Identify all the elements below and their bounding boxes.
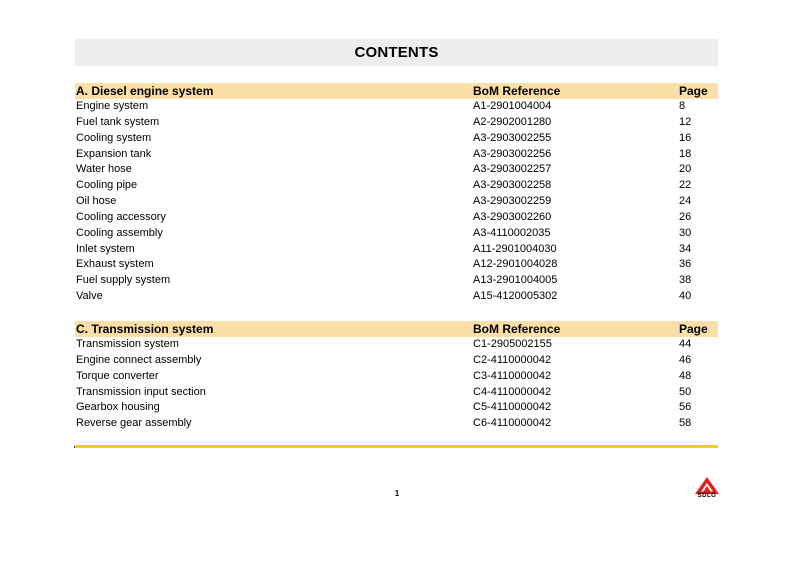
bom-reference: A3-2903002257 — [473, 163, 552, 176]
section-header — [75, 321, 718, 337]
bom-reference: C3-4110000042 — [473, 369, 552, 382]
contents-title-bar — [75, 39, 718, 66]
contents-row — [75, 289, 718, 305]
section-transmission — [75, 321, 718, 432]
footer-rule — [75, 445, 718, 448]
entry-name: Fuel tank system — [76, 115, 160, 128]
contents-row — [75, 210, 718, 226]
contents-row — [75, 147, 718, 163]
page-title: CONTENTS — [354, 44, 439, 61]
bom-reference-header: BoM Reference — [473, 322, 561, 336]
page-ref: 8 — [679, 100, 686, 112]
entry-name: Exhaust system — [76, 258, 154, 271]
contents-row — [75, 131, 718, 147]
bom-reference: A13-2901004005 — [473, 274, 558, 287]
contents-row — [75, 162, 718, 178]
bom-reference: A12-2901004028 — [473, 258, 558, 271]
page-header: Page — [679, 84, 708, 98]
contents-row — [75, 242, 718, 258]
entry-name: Engine connect assembly — [76, 353, 202, 366]
section-diesel-engine — [75, 83, 718, 305]
page-ref: 24 — [679, 195, 692, 208]
entry-name: Valve — [76, 290, 103, 303]
bom-reference: A3-4110002035 — [473, 226, 551, 239]
contents-row — [75, 337, 718, 353]
bom-reference: A3-2903002260 — [473, 210, 552, 223]
entry-name: Engine system — [76, 100, 149, 112]
section-heading: A. Diesel engine system — [76, 84, 214, 98]
entry-name: Cooling pipe — [76, 179, 138, 192]
logo-text: SDLG — [697, 493, 717, 499]
entry-name: Cooling system — [76, 131, 152, 144]
bom-reference: A11-2901004030 — [473, 242, 557, 255]
bom-reference: A3-2903002255 — [473, 131, 552, 144]
page-ref: 50 — [679, 385, 692, 398]
page-ref: 40 — [679, 290, 692, 303]
bom-reference-header: BoM Reference — [473, 84, 561, 98]
bom-reference: A3-2903002259 — [473, 195, 552, 208]
page-ref: 46 — [679, 353, 692, 366]
contents-row — [75, 353, 718, 369]
bom-reference: A15-4120005302 — [473, 290, 558, 303]
bom-reference: C4-4110000042 — [473, 385, 552, 398]
page-ref: 12 — [679, 115, 692, 128]
page-ref: 36 — [679, 258, 692, 271]
entry-name: Transmission system — [76, 338, 179, 350]
page-ref: 20 — [679, 163, 692, 176]
contents-row — [75, 178, 718, 194]
section-header — [75, 83, 718, 99]
contents-row — [75, 385, 718, 401]
entry-name: Oil hose — [76, 195, 117, 208]
bom-reference: A2-2902001280 — [473, 115, 552, 128]
entry-name: Expansion tank — [76, 147, 152, 160]
page-ref: 22 — [679, 179, 692, 192]
bom-reference: C6-4110000042 — [473, 417, 552, 430]
page-ref: 38 — [679, 274, 692, 287]
contents-row — [75, 273, 718, 289]
bom-reference: A1-2901004004 — [473, 100, 552, 112]
entry-name: Fuel supply system — [76, 274, 171, 287]
bom-reference: C2-4110000042 — [473, 353, 552, 366]
page-ref: 48 — [679, 369, 692, 382]
entry-name: Water hose — [76, 163, 132, 176]
entry-name: Inlet system — [76, 242, 135, 255]
page-ref: 58 — [679, 417, 692, 430]
bom-reference: C1-2905002155 — [473, 338, 552, 350]
entry-name: Cooling assembly — [76, 226, 163, 239]
page-ref: 34 — [679, 242, 692, 255]
page-number: 1 — [394, 489, 400, 498]
page-ref: 26 — [679, 210, 692, 223]
page-header: Page — [679, 322, 708, 336]
page-ref: 16 — [679, 131, 692, 144]
contents-row — [75, 400, 718, 416]
bom-reference: A3-2903002258 — [473, 179, 552, 192]
contents-row — [75, 226, 718, 242]
page-ref: 56 — [679, 401, 692, 414]
page-ref: 30 — [679, 226, 692, 239]
contents-row — [75, 115, 718, 131]
entry-name: Torque converter — [76, 369, 159, 382]
page-ref: 18 — [679, 147, 692, 160]
contents-row — [75, 194, 718, 210]
entry-name: Cooling accessory — [76, 210, 166, 223]
bom-reference: C5-4110000042 — [473, 401, 552, 414]
section-heading: C. Transmission system — [76, 322, 214, 336]
entry-name: Gearbox housing — [76, 401, 160, 414]
contents-row — [75, 257, 718, 273]
page-ref: 44 — [679, 338, 692, 350]
contents-row — [75, 369, 718, 385]
bom-reference: A3-2903002256 — [473, 147, 552, 160]
entry-name: Transmission input section — [76, 385, 206, 398]
contents-row — [75, 99, 718, 115]
contents-row — [75, 416, 718, 432]
entry-name: Reverse gear assembly — [76, 417, 192, 430]
